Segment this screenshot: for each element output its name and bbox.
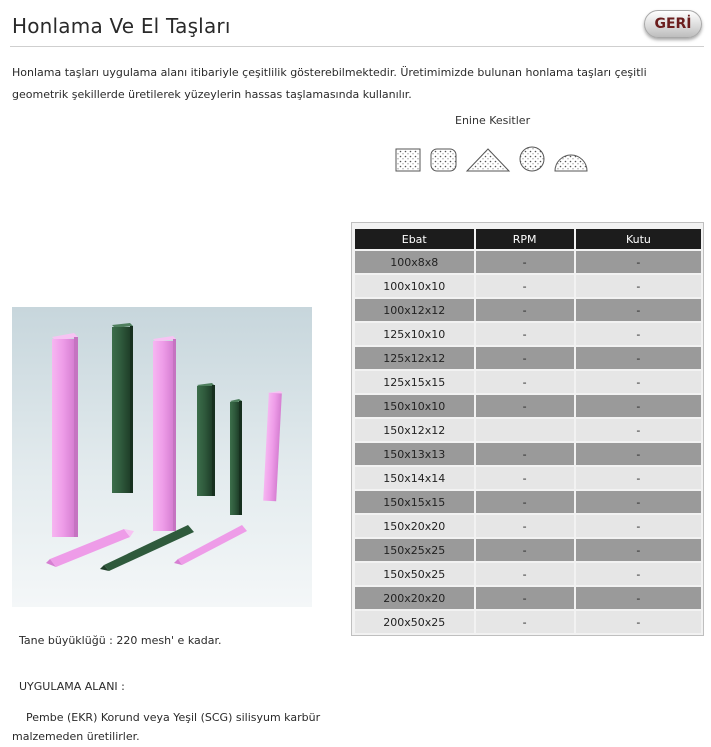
- cell-kutu: -: [576, 563, 701, 585]
- cell-ebat: 100x10x10: [355, 275, 474, 297]
- table-row: [355, 323, 701, 345]
- green-stick-tall: [112, 323, 133, 493]
- table-row: [355, 539, 701, 561]
- cell-ebat: 100x8x8: [355, 251, 474, 273]
- header-kutu: Kutu: [576, 229, 701, 249]
- cell-ebat: 150x10x10: [355, 395, 474, 417]
- cell-ebat: 125x10x10: [355, 323, 474, 345]
- cell-ebat: 150x50x25: [355, 563, 474, 585]
- rounded-square-section-icon: [431, 149, 456, 171]
- table-row: [355, 563, 701, 585]
- cell-kutu: -: [576, 587, 701, 609]
- cell-ebat: 150x20x20: [355, 515, 474, 537]
- cell-rpm: -: [476, 467, 574, 489]
- cell-ebat: 150x15x15: [355, 491, 474, 513]
- cell-rpm: -: [476, 539, 574, 561]
- cell-ebat: 200x50x25: [355, 611, 474, 633]
- table-row: [355, 491, 701, 513]
- pink-stick-left: [52, 333, 78, 537]
- size-table-header-row: [355, 229, 701, 249]
- cell-kutu: -: [576, 395, 701, 417]
- circle-section-icon: [520, 147, 544, 171]
- header-ebat: Ebat: [355, 229, 474, 249]
- size-table-panel: [351, 222, 704, 636]
- cell-kutu: -: [576, 419, 701, 441]
- cell-kutu: -: [576, 323, 701, 345]
- cell-ebat: 150x13x13: [355, 443, 474, 465]
- application-heading: UYGULAMA ALANI :: [19, 680, 125, 693]
- back-button[interactable]: GERİ: [644, 10, 702, 38]
- cell-rpm: [476, 419, 574, 441]
- table-row: [355, 347, 701, 369]
- triangle-section-icon: [467, 149, 509, 171]
- table-row: [355, 419, 701, 441]
- honing-stones-photo: [12, 307, 312, 607]
- cell-kutu: -: [576, 443, 701, 465]
- cell-rpm: -: [476, 491, 574, 513]
- title-divider: [10, 46, 704, 47]
- cell-rpm: -: [476, 515, 574, 537]
- table-row: [355, 611, 701, 633]
- cross-sections-label: Enine Kesitler: [455, 114, 531, 127]
- cell-ebat: 125x12x12: [355, 347, 474, 369]
- table-row: [355, 251, 701, 273]
- cell-ebat: 150x25x25: [355, 539, 474, 561]
- cell-kutu: -: [576, 251, 701, 273]
- application-text: Pembe (EKR) Korund veya Yeşil (SCG) silisyum karbür malzemeden üretilirler.: [12, 711, 321, 743]
- cell-rpm: -: [476, 347, 574, 369]
- table-row: [355, 515, 701, 537]
- cell-kutu: -: [576, 299, 701, 321]
- cell-rpm: -: [476, 371, 574, 393]
- table-row: [355, 395, 701, 417]
- cell-ebat: 125x15x15: [355, 371, 474, 393]
- cell-kutu: -: [576, 347, 701, 369]
- cell-rpm: -: [476, 563, 574, 585]
- cell-rpm: -: [476, 323, 574, 345]
- header-rpm: RPM: [476, 229, 574, 249]
- cell-kutu: -: [576, 275, 701, 297]
- pink-stick-middle: [153, 336, 176, 531]
- cell-kutu: -: [576, 491, 701, 513]
- cross-section-icons: [394, 145, 594, 175]
- cell-ebat: 150x12x12: [355, 419, 474, 441]
- cell-rpm: -: [476, 611, 574, 633]
- table-row: [355, 443, 701, 465]
- green-stick-thin: [230, 399, 242, 515]
- cell-rpm: -: [476, 251, 574, 273]
- square-section-icon: [396, 149, 420, 171]
- table-row: [355, 371, 701, 393]
- cell-rpm: -: [476, 275, 574, 297]
- table-row: [355, 467, 701, 489]
- intro-paragraph: Honlama taşları uygulama alanı itibariyle çeşitlilik gösterebilmektedir. Üretimimizde bulunan honlama taşları çeşitli geometrik şekillerde üretilerek yüzeylerin hassas taşlamasında kullanılır.: [12, 66, 647, 101]
- table-row: [355, 299, 701, 321]
- size-table: [353, 227, 703, 635]
- cell-rpm: -: [476, 443, 574, 465]
- cell-kutu: -: [576, 371, 701, 393]
- grain-size-text: Tane büyüklüğü : 220 mesh' e kadar.: [19, 634, 222, 647]
- green-stick-medium: [197, 383, 215, 496]
- cell-rpm: -: [476, 299, 574, 321]
- size-table-body: [355, 251, 701, 633]
- cell-ebat: 100x12x12: [355, 299, 474, 321]
- table-row: [355, 587, 701, 609]
- half-round-section-icon: [555, 155, 587, 171]
- cell-kutu: -: [576, 539, 701, 561]
- table-row: [355, 275, 701, 297]
- cell-kutu: -: [576, 515, 701, 537]
- cell-kutu: -: [576, 611, 701, 633]
- page-title: Honlama Ve El Taşları: [12, 14, 231, 38]
- cell-ebat: 150x14x14: [355, 467, 474, 489]
- cell-rpm: -: [476, 587, 574, 609]
- cell-rpm: -: [476, 395, 574, 417]
- cell-kutu: -: [576, 467, 701, 489]
- cell-ebat: 200x20x20: [355, 587, 474, 609]
